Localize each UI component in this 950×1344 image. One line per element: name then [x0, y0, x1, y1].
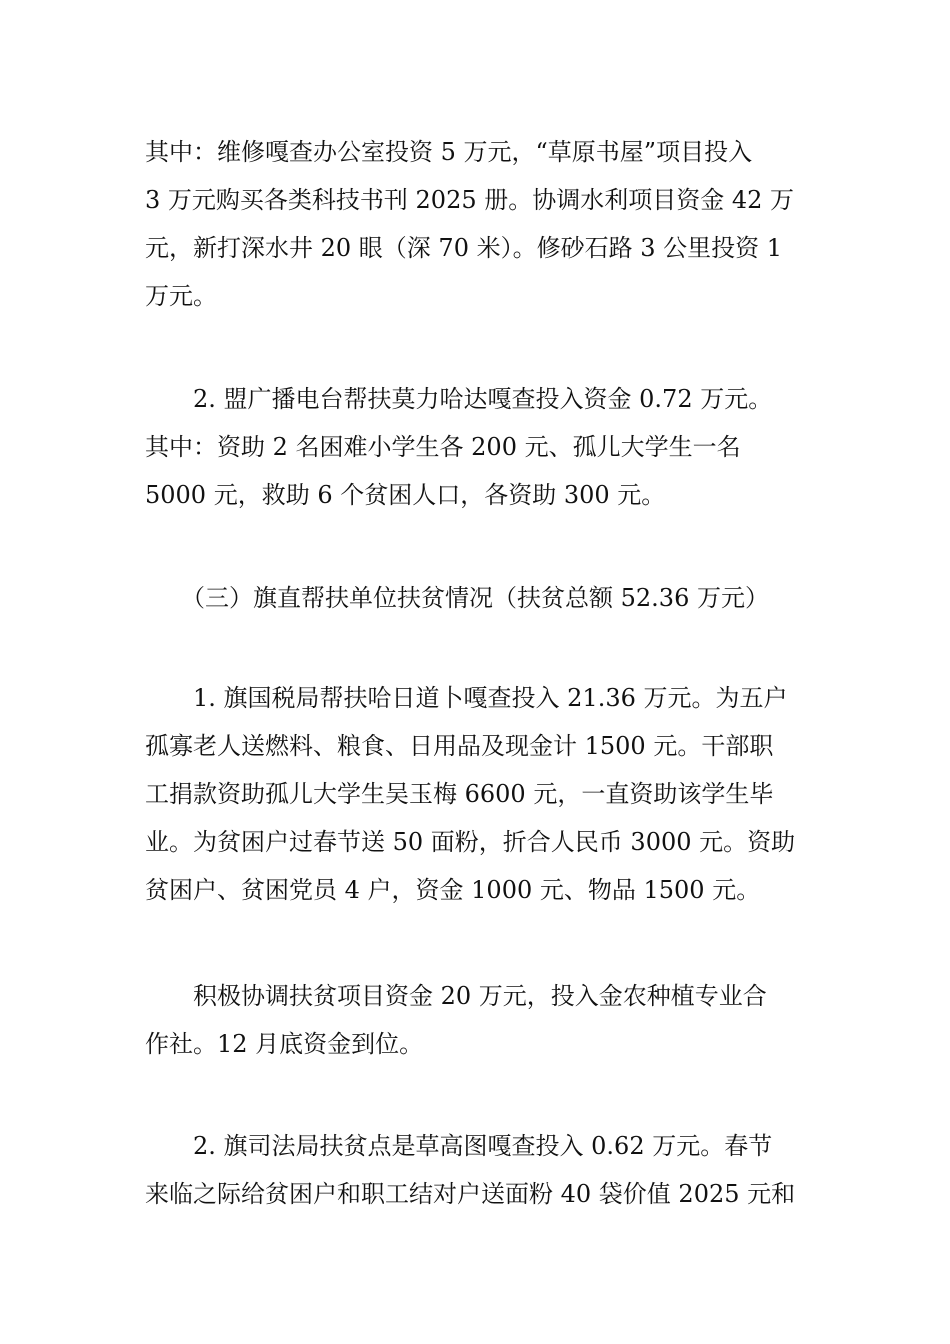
text-line: 3 万元购买各类科技书刊 2025 册。协调水利项目资金 42 万: [145, 186, 795, 214]
text-line: 其中：维修嘎查办公室投资 5 万元，“草原书屋”项目投入: [145, 138, 753, 166]
paragraph-justice-bureau-aid: [145, 1122, 807, 1218]
text-line: 作社。12 月底资金到位。: [145, 1030, 424, 1058]
text-line: 积极协调扶贫项目资金 20 万元，投入金农种植专业合: [145, 982, 767, 1010]
text-line: 来临之际给贫困户和职工结对户送面粉 40 袋价值 2025 元和: [145, 1180, 796, 1208]
text-line: （三）旗直帮扶单位扶贫情况（扶贫总额 52.36 万元）: [145, 584, 769, 612]
text-line: 其中：资助 2 名困难小学生各 200 元、孤儿大学生一名: [145, 433, 741, 461]
text-line: 孤寡老人送燃料、粮食、日用品及现金计 1500 元。干部职: [145, 732, 774, 760]
text-line: 业。为贫困户过春节送 50 面粉，折合人民币 3000 元。资助: [145, 828, 796, 856]
section-heading-banner-units: [145, 574, 807, 622]
text-line: 1. 旗国税局帮扶哈日道卜嘎查投入 21.36 万元。为五户: [145, 684, 788, 712]
text-line: 2. 盟广播电台帮扶莫力哈达嘎查投入资金 0.72 万元。: [145, 385, 773, 413]
text-line: 工捐款资助孤儿大学生吴玉梅 6600 元，一直资助该学生毕: [145, 780, 774, 808]
text-line: 元，新打深水井 20 眼（深 70 米）。修砂石路 3 公里投资 1: [145, 234, 783, 262]
paragraph-tax-bureau-aid: [145, 674, 807, 914]
text-line: 5000 元，救助 6 个贫困人口，各资助 300 元。: [145, 481, 666, 509]
text-line: 贫困户、贫困党员 4 户，资金 1000 元、物品 1500 元。: [145, 876, 761, 904]
paragraph-radio-station-aid: [145, 375, 807, 519]
text-line: 2. 旗司法局扶贫点是草高图嘎查投入 0.62 万元。春节: [145, 1132, 773, 1160]
text-line: 万元。: [145, 282, 217, 310]
paragraph-project-funds: [145, 972, 807, 1068]
paragraph-village-office-investment: [145, 128, 807, 320]
